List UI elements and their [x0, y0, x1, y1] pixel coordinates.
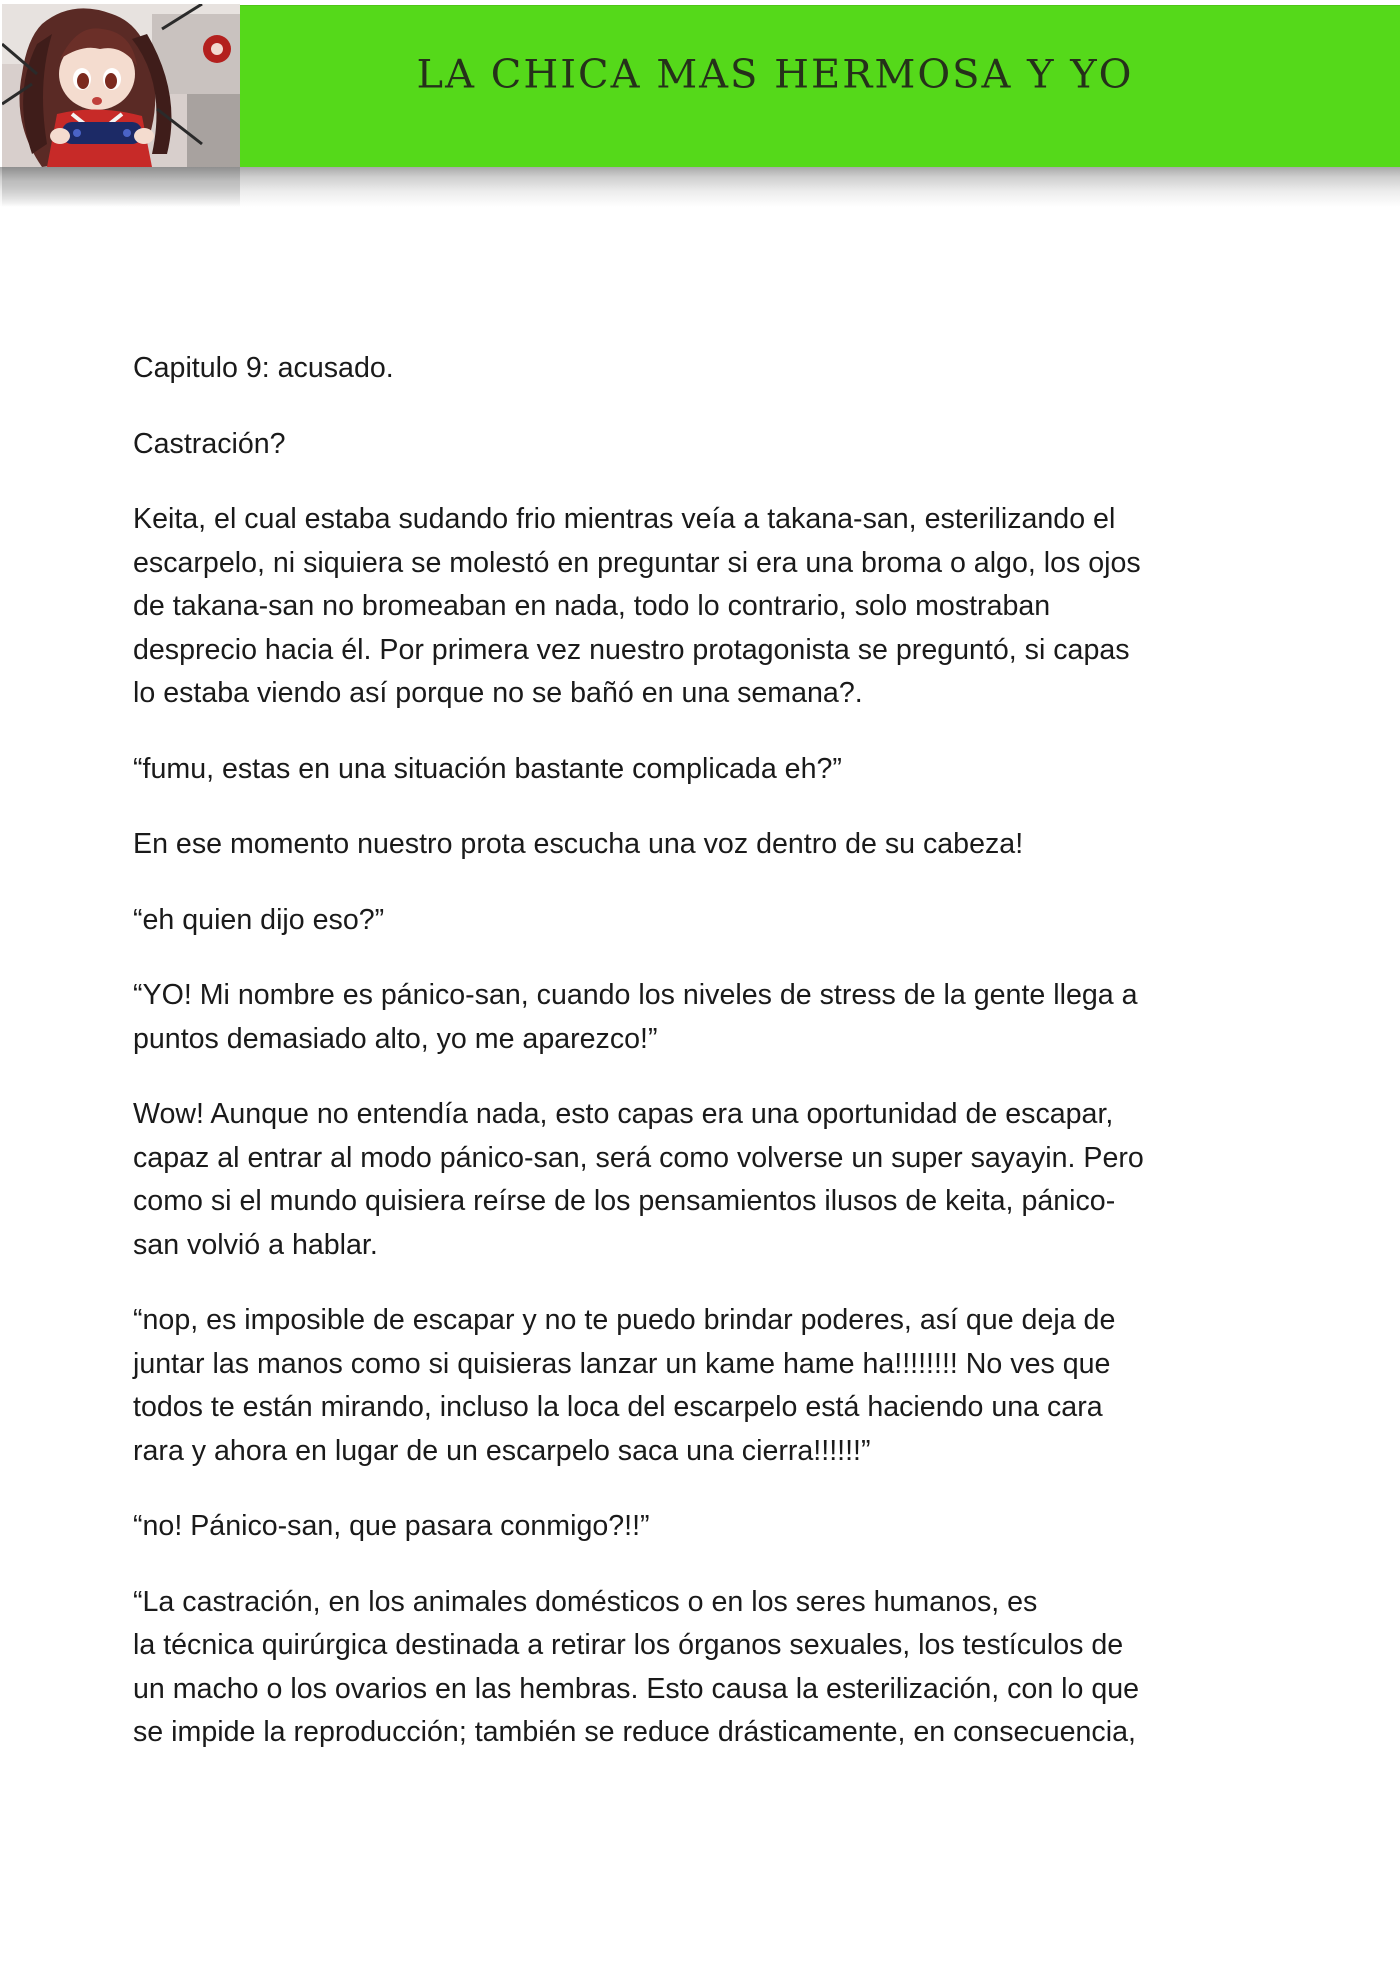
text-line: “La castración, en los animales domésticos o en los seres humanos, es [133, 1585, 1038, 1618]
text-line: puntos demasiado alto, yo me aparezco!” [133, 1022, 658, 1055]
anime-girl-with-game-controller-image [2, 4, 240, 167]
title-banner [240, 5, 1400, 168]
header-shadow-left [2, 167, 240, 207]
paragraph [133, 1505, 1203, 1549]
text-line: capaz al entrar al modo pánico-san, será como volverse un super sayayin. Pero [133, 1141, 1144, 1174]
text-line: Wow! Aunque no entendía nada, esto capas era una oportunidad de escapar, [133, 1098, 1114, 1130]
paragraph [133, 1581, 1203, 1755]
text-line: En ese momento nuestro prota escucha una voz dentro de su cabeza! [133, 828, 1024, 860]
text-line: un macho o los ovarios en las hembras. Esto causa la esterilización, con lo que [133, 1672, 1140, 1705]
text-line: “fumu, estas en una situación bastante complicada eh?” [133, 752, 842, 785]
text-line: “no! Pánico-san, que pasara conmigo?!!” [133, 1510, 650, 1542]
text-line: de takana-san no bromeaban en nada, todo lo contrario, solo mostraban [133, 590, 1051, 622]
text-line: lo estaba viendo así porque no se bañó en una semana?. [133, 677, 863, 709]
paragraph [133, 1299, 1203, 1473]
text-line: escarpelo, ni siquiera se molestó en preguntar si era una broma o algo, los ojos [133, 546, 1141, 579]
chapter-body [133, 347, 1203, 1787]
text-line: “YO! Mi nombre es pánico-san, cuando los niveles de stress de la gente llega a [133, 979, 1138, 1011]
text-line: la técnica quirúrgica destinada a retirar los órganos sexuales, los testículos de [133, 1629, 1124, 1661]
text-line: san volvió a hablar. [133, 1228, 378, 1261]
text-line: Capitulo 9: acusado. [133, 352, 394, 384]
paragraph [133, 974, 1203, 1061]
text-line: todos te están mirando, incluso la loca del escarpelo está haciendo una cara [133, 1391, 1103, 1423]
text-line: juntar las manos como si quisieras lanzar un kame hame ha!!!!!!!! No ves que [133, 1347, 1111, 1380]
text-line: “nop, es imposible de escapar y no te puedo brindar poderes, así que deja de [133, 1304, 1116, 1336]
paragraph [133, 423, 1203, 467]
text-line: como si el mundo quisiera reírse de los pensamientos ilusos de keita, pánico- [133, 1185, 1116, 1217]
chapter-heading [133, 347, 1203, 391]
text-line: rara y ahora en lugar de un escarpelo saca una cierra!!!!!!” [133, 1434, 871, 1467]
paragraph [133, 823, 1203, 867]
paragraph [133, 1093, 1203, 1267]
paragraph [133, 899, 1203, 943]
text-line: Castración? [133, 427, 286, 460]
text-line: desprecio hacia él. Por primera vez nuestro protagonista se preguntó, si capas [133, 633, 1130, 666]
paragraph [133, 748, 1203, 792]
text-line: “eh quien dijo eso?” [133, 903, 385, 936]
page-header [0, 0, 1400, 215]
text-line: Keita, el cual estaba sudando frio mientras veía a takana-san, esterilizando el [133, 503, 1116, 535]
text-line: se impide la reproducción; también se reduce drásticamente, en consecuencia, [133, 1716, 1136, 1748]
document-title: LA CHICA MAS HERMOSA Y YO [416, 52, 1134, 98]
paragraph [133, 498, 1203, 716]
